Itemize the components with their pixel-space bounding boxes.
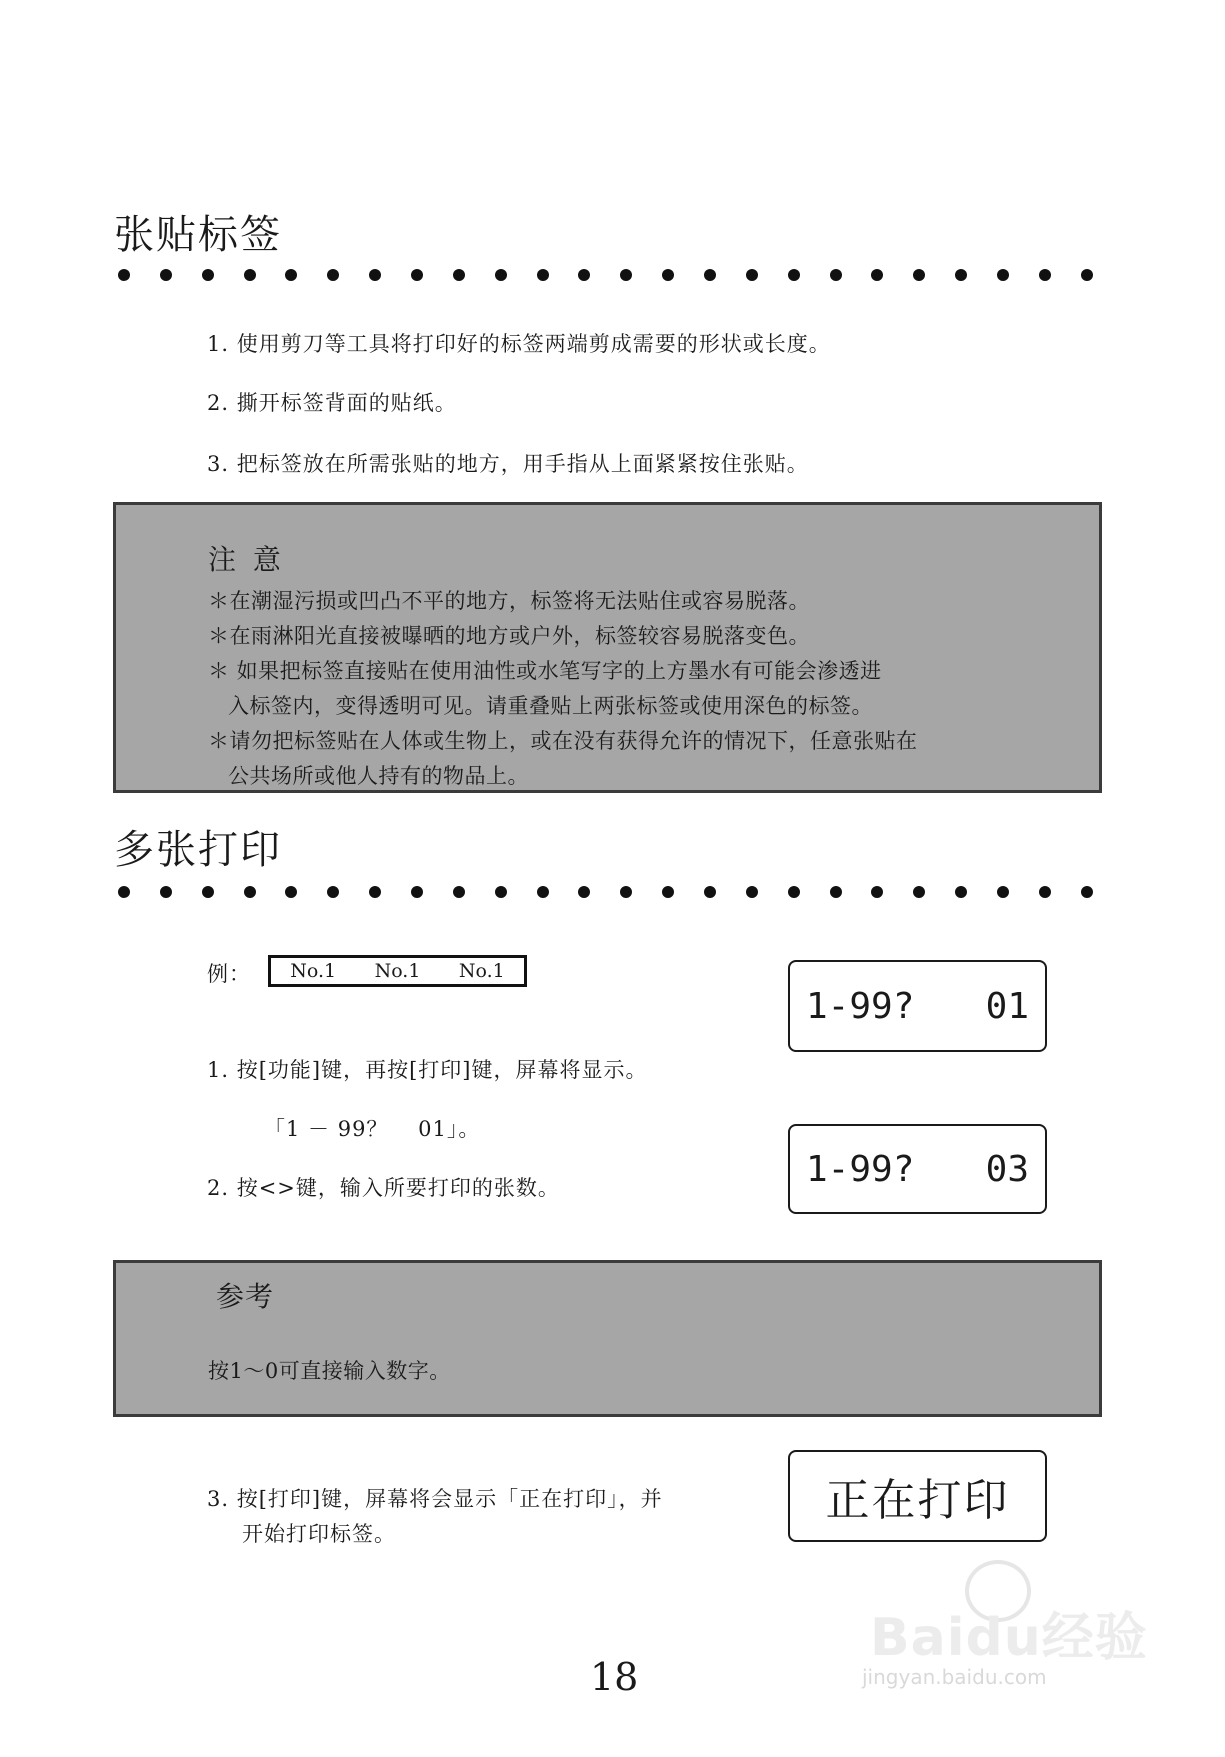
notice-line: ＊ 如果把标签直接贴在使用油性或水笔写字的上方墨水有可能会渗透进 bbox=[208, 659, 882, 683]
step-text: 3. 把标签放在所需张贴的地方，用手指从上面紧紧按住张贴。 bbox=[207, 452, 809, 476]
step-text: 2. 按<>键，输入所要打印的张数。 bbox=[207, 1176, 560, 1200]
step-text: 开始打印标签。 bbox=[242, 1522, 396, 1546]
lcd-prompt: 1-99? bbox=[806, 1148, 915, 1190]
lcd-display-1 bbox=[788, 960, 1047, 1052]
dotted-divider bbox=[118, 268, 1093, 282]
lcd-prompt: 1-99? bbox=[806, 985, 915, 1027]
lcd-display-2 bbox=[788, 1124, 1047, 1214]
example-label-strip bbox=[268, 955, 527, 987]
notice-title: 注 意 bbox=[208, 543, 285, 576]
step-text: 3. 按[打印]键，屏幕将会显示「正在打印」，并 bbox=[207, 1487, 663, 1511]
reference-box bbox=[113, 1260, 1102, 1417]
step-text: 2. 撕开标签背面的贴纸。 bbox=[207, 391, 457, 415]
example-item: No.1 bbox=[458, 960, 505, 982]
notice-line: ＊在雨淋阳光直接被曝晒的地方或户外，标签较容易脱落变色。 bbox=[208, 624, 810, 648]
notice-line: ＊在潮湿污损或凹凸不平的地方，标签将无法贴住或容易脱落。 bbox=[208, 589, 810, 613]
example-item: No.1 bbox=[290, 960, 337, 982]
lcd-value: 01 bbox=[985, 985, 1029, 1027]
step-text: 1. 按[功能]键，再按[打印]键，屏幕将显示。 bbox=[207, 1058, 648, 1082]
reference-title: 参考 bbox=[216, 1280, 275, 1313]
page-number: 18 bbox=[590, 1655, 639, 1699]
notice-line: 公共场所或他人持有的物品上。 bbox=[228, 764, 529, 788]
lcd-printing-text: 正在打印 bbox=[825, 1475, 1010, 1526]
notice-line: ＊请勿把标签贴在人体或生物上，或在没有获得允许的情况下，任意张贴在 bbox=[208, 729, 918, 753]
watermark-brand: Baidu经验 bbox=[870, 1608, 1148, 1668]
notice-line: 入标签内，变得透明可见。请重叠贴上两张标签或使用深色的标签。 bbox=[228, 694, 873, 718]
example-label: 例： bbox=[207, 962, 251, 986]
section-title-apply-label: 张贴标签 bbox=[114, 212, 282, 258]
display-readout-text: 「1 － 99？ 01」。 bbox=[264, 1117, 481, 1141]
lcd-display-3 bbox=[788, 1450, 1047, 1542]
notice-box bbox=[113, 502, 1102, 793]
example-item: No.1 bbox=[374, 960, 421, 982]
step-text: 1. 使用剪刀等工具将打印好的标签两端剪成需要的形状或长度。 bbox=[207, 332, 831, 356]
reference-text: 按1～0可直接输入数字。 bbox=[208, 1359, 451, 1383]
watermark-url: jingyan.baidu.com bbox=[862, 1665, 1047, 1689]
dotted-divider bbox=[118, 885, 1093, 899]
section-title-multi-print: 多张打印 bbox=[114, 827, 282, 873]
lcd-value: 03 bbox=[985, 1148, 1029, 1190]
